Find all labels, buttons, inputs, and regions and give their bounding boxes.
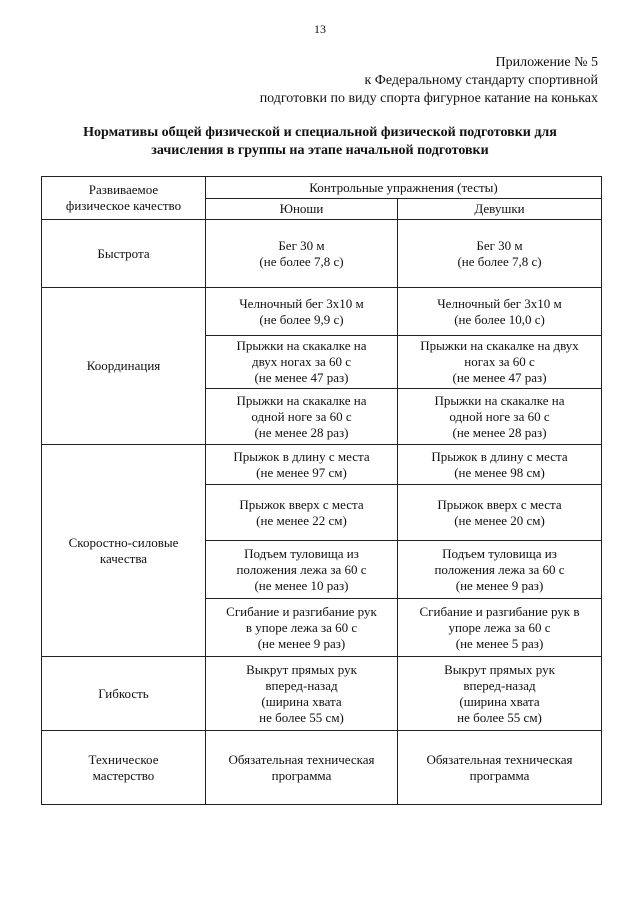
boys-test-cell (206, 599, 398, 657)
test-line: Бег 30 м (278, 237, 325, 253)
test-line: Сгибание и разгибание рук (226, 603, 377, 619)
girls-test-cell (398, 657, 602, 731)
test-line: Обязательная техническая (228, 751, 375, 767)
test-line: положения лежа за 60 с (236, 561, 367, 577)
document-title (40, 124, 600, 160)
test-line: Прыжки на скакалке на (236, 338, 367, 353)
appendix-header (260, 54, 598, 108)
test-line: Обязательная техническая (426, 751, 573, 767)
girls-test-cell (398, 731, 602, 805)
test-line: (не менее 98 см) (454, 464, 545, 480)
test-line: (ширина хвата (261, 693, 342, 709)
test-line: вперед-назад (463, 677, 536, 693)
title-line: Нормативы общей физической и специальной физической подготовки для (83, 125, 557, 140)
test-line: ногах за 60 с (464, 354, 535, 369)
girls-test-cell (398, 599, 602, 657)
test-line: вперед-назад (265, 677, 338, 693)
quality-line: Быстрота (97, 245, 150, 261)
test-line: (не менее 9 раз) (455, 577, 544, 593)
norms-table (41, 176, 602, 805)
test-line: не более 55 см) (457, 709, 542, 725)
test-line: Бег 30 м (476, 237, 523, 253)
boys-test-cell (206, 485, 398, 541)
test-line: (не менее 28 раз) (452, 424, 547, 440)
test-line: (не менее 47 раз) (254, 370, 349, 385)
boys-test-cell (206, 657, 398, 731)
boys-test-cell (206, 445, 398, 485)
header-girls: Девушки (398, 199, 602, 220)
test-line: (не менее 9 раз) (257, 635, 346, 651)
test-line: Сгибание и разгибание рук в (419, 603, 580, 619)
test-line: (ширина хвата (459, 693, 540, 709)
boys-test-cell (206, 541, 398, 599)
test-line: Подъем туловища из (442, 545, 557, 561)
test-line: Челночный бег 3х10 м (239, 295, 364, 311)
test-line: упоре лежа за 60 с (448, 619, 551, 635)
header-quality-line: физическое качество (65, 198, 182, 213)
test-line: (не более 7,8 с) (457, 253, 542, 269)
test-line: в упоре лежа за 60 с (245, 619, 358, 635)
appendix-line: Приложение № 5 (495, 55, 598, 70)
test-line: Выкрут прямых рук (444, 661, 555, 677)
girls-test-cell (398, 445, 602, 485)
appendix-line: подготовки по виду спорта фигурное катание на коньках (259, 91, 598, 106)
test-line: Прыжки на скакалке на (236, 392, 367, 408)
quality-cell (42, 731, 206, 805)
quality-line: Координация (86, 358, 161, 373)
quality-line: Скоростно-силовые (68, 534, 179, 550)
quality-line: качества (99, 550, 148, 566)
test-line: одной ноге за 60 с (251, 408, 352, 424)
boys-test-cell (206, 336, 398, 389)
quality-line: мастерство (92, 767, 155, 783)
girls-test-cell (398, 336, 602, 389)
boys-test-cell (206, 389, 398, 445)
test-line: Прыжки на скакалке на двух (420, 338, 579, 353)
test-line: двух ногах за 60 с (251, 354, 352, 369)
test-line: Прыжок в длину с места (431, 448, 568, 464)
table-row (42, 445, 602, 485)
girls-test-cell (398, 541, 602, 599)
test-line: Прыжок вверх с места (437, 496, 562, 512)
boys-test-cell (206, 731, 398, 805)
header-boys: Юноши (206, 199, 398, 220)
girls-test-cell (398, 220, 602, 288)
test-line: (не менее 20 см) (454, 512, 545, 528)
header-quality-line: Развиваемое (88, 182, 159, 197)
quality-cell (42, 657, 206, 731)
girls-test-cell (398, 288, 602, 336)
quality-line: Гибкость (98, 685, 149, 701)
test-line: (не более 9,9 с) (259, 311, 344, 327)
quality-cell (42, 288, 206, 445)
title-line: зачисления в группы на этапе начальной подготовки (151, 143, 489, 158)
table-row (42, 657, 602, 731)
test-line: (не менее 28 раз) (254, 424, 349, 440)
test-line: (не менее 5 раз) (455, 635, 544, 651)
test-line: (не менее 22 см) (256, 512, 347, 528)
test-line: Прыжок вверх с места (239, 496, 364, 512)
appendix-line: к Федеральному стандарту спортивной (364, 73, 598, 88)
quality-cell (42, 220, 206, 288)
test-line: (не менее 97 см) (256, 464, 347, 480)
test-line: Прыжки на скакалке на (434, 392, 565, 408)
test-line: Челночный бег 3х10 м (437, 295, 562, 311)
quality-line: Техническое (88, 751, 159, 767)
test-line: не более 55 см) (259, 709, 344, 725)
test-line: Прыжок в длину с места (233, 448, 370, 464)
table-row (42, 731, 602, 805)
norms-table-body (42, 220, 602, 805)
table-row (42, 288, 602, 336)
boys-test-cell (206, 288, 398, 336)
test-line: (не более 7,8 с) (259, 253, 344, 269)
test-line: (не менее 10 раз) (254, 577, 349, 593)
header-quality (42, 177, 206, 220)
test-line: (не менее 47 раз) (452, 370, 547, 385)
test-line: положения лежа за 60 с (434, 561, 565, 577)
test-line: одной ноге за 60 с (449, 408, 550, 424)
girls-test-cell (398, 485, 602, 541)
header-tests: Контрольные упражнения (тесты) (206, 177, 602, 199)
test-line: программа (469, 767, 530, 783)
test-line: Подъем туловища из (244, 545, 359, 561)
test-line: Выкрут прямых рук (246, 661, 357, 677)
boys-test-cell (206, 220, 398, 288)
table-row (42, 220, 602, 288)
page-number: 13 (314, 22, 326, 36)
test-line: программа (271, 767, 332, 783)
test-line: (не более 10,0 с) (454, 311, 545, 327)
girls-test-cell (398, 389, 602, 445)
quality-cell (42, 445, 206, 657)
